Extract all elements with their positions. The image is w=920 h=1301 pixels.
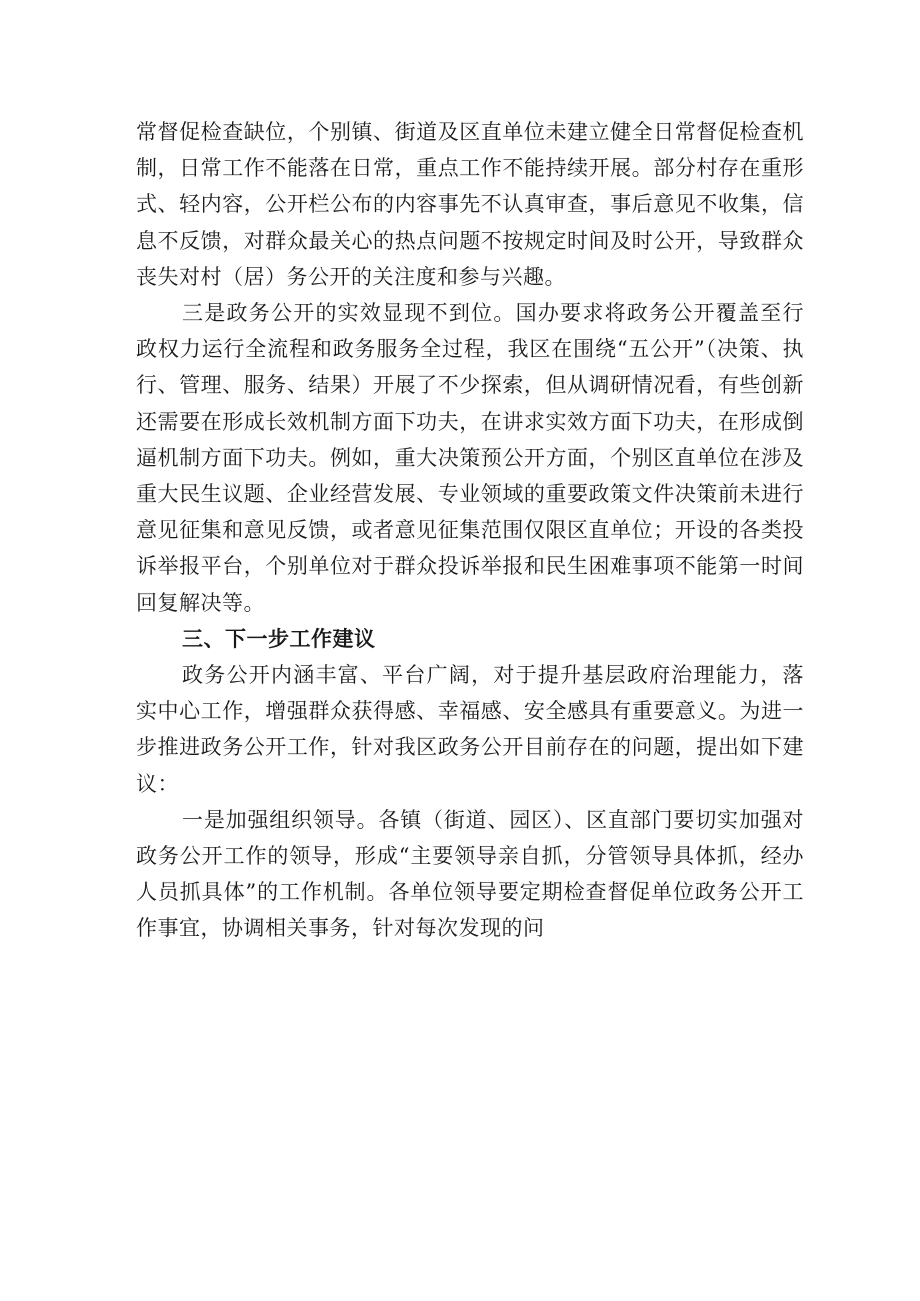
paragraph-point-one: 一是加强组织领导。各镇（街道、园区）、区直部门要切实加强对政务公开工作的领导，形成“主要领导亲自抓，分管领导具体抓，经办人员抓具体”的工作机制。各单位领导要定期检查督促单位政务公开工作事宜，协调相关事务，针对每次发现的问 <box>136 807 804 941</box>
section-heading-next-steps: 三、下一步工作建议 <box>182 626 376 651</box>
paragraph-intro-suggestions: 政务公开内涵丰富、平台广阔，对于提升基层政府治理能力，落实中心工作，增强群众获得感、幸福感、安全感具有重要意义。为进一步推进政务公开工作，针对我区政务公开目前存在的问题，提出如下建议： <box>136 663 804 796</box>
paragraph-point-three: 三是政务公开的实效显现不到位。国办要求将政务公开覆盖至行政权力运行全流程和政务服务全过程，我区在围绕“五公开”（决策、执行、管理、服务、结果）开展了不少探索，但从调研情况看，有些创新还需要在形成长效机制方面下功夫，在讲求实效方面下功夫，在形成倒逼机制方面下功夫。例如，重大决策预公开方面，个别区直单位在涉及重大民生议题、企业经营发展、专业领域的重要政策文件决策前未进行意见征集和意见反馈，或者意见征集范围仅限区直单位；开设的各类投诉举报平台，个别单位对于群众投诉举报和民生困难事项不能第一时间回复解决等。 <box>136 301 804 615</box>
paragraph-continuation: 常督促检查缺位，个别镇、街道及区直单位未建立健全日常督促检查机制，日常工作不能落在日常，重点工作不能持续开展。部分村存在重形式、轻内容，公开栏公布的内容事先不认真审查，事后意见不收集，信息不反馈，对群众最关心的热点问题不按规定时间及时公开，导致群众丧失对村（居）务公开的关注度和参与兴趣。 <box>136 120 804 289</box>
document-body <box>136 114 804 947</box>
